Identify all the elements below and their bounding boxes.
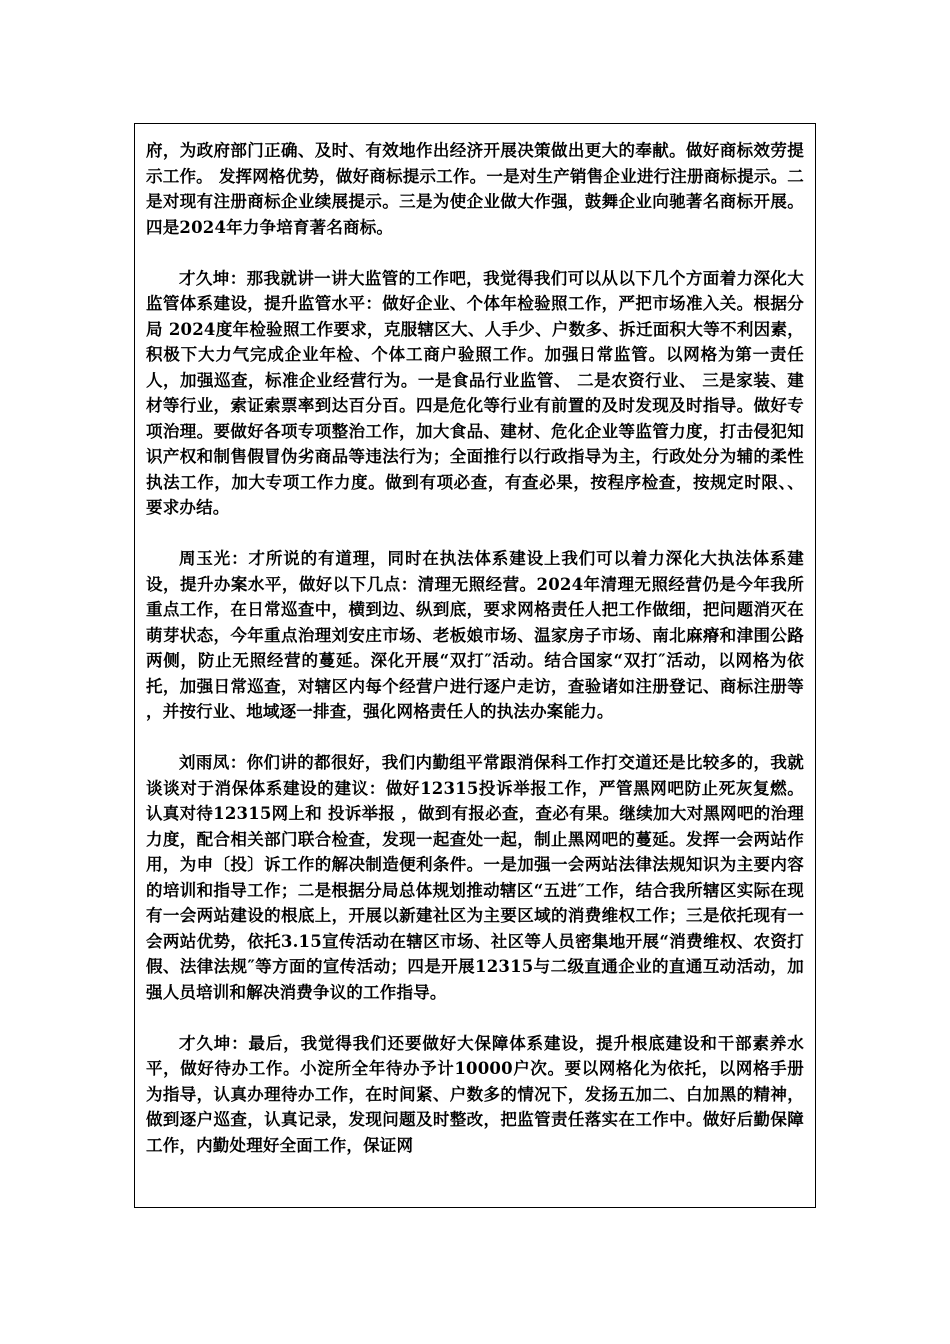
paragraph-1: 府，为政府部门正确、及时、有效地作出经济开展决策做出更大的奉献。做好商标效劳提示工作。 发挥网格优势，做好商标提示工作。一是对生产销售企业进行注册商标提示。二是对现有注册商标企业续展提示。三是为使企业做大作强，鼓舞企业向驰著名商标开展。四是2024年力争培育著名商标。 [146,141,804,237]
paragraph-5: 才久坤：最后，我觉得我们还要做好大保障体系建设，提升根底建设和干部素养水平，做好待办工作。小淀所全年待办予计10000户次。要以网格化为依托，以网格手册为指导，认真办理待办工作，在时间紧、户数多的情况下，发扬五加二、白加黑的精神，做到逐户巡查，认真记录，发现问题及时整改，把监管责任落实在工作中。做好后勤保障工作，内勤处理好全面工作，保证网 [146,1033,804,1155]
document-frame [134,123,816,1208]
paragraph-4: 刘雨凤：你们讲的都很好，我们内勤组平常跟消保科工作打交道还是比较多的，我就谈谈对于消保体系建设的建议：做好12315投诉举报工作，严管黑网吧防止死灰复燃。 认真对待12315网上和 投诉举报 ，做到有报必查，查必有果。继续加大对黑网吧的治理力度，配合相关部门联合检查，发现一起查处一起，制止黑网吧的蔓延。发挥一会两站作用，为申〔投〕诉工作的解决制造便利条件。一是加强一会两站法律法规知识为主要内容的培训和指导工作；二是根据分局总体规划推动辖区“五进″工作，结合我所辖区实际在现有一会两站建设的根底上，开展以新建社区为主要区域的消费维权工作；三是依托现有一会两站优势，依托3.15宣传活动在辖区市场、社区等人员密集地开展“消费维权、农资打假、法律法规″等方面的宣传活动；四是开展12315与二级直通企业的直通互动活动，加强人员培训和解决消费争议的工作指导。 [146,753,804,1002]
paragraph-3: 周玉光：才所说的有道理，同时在执法体系建设上我们可以着力深化大执法体系建设，提升办案水平，做好以下几点：清理无照经营。2024年清理无照经营仍是今年我所重点工作，在日常巡查中，横到边、纵到底，要求网格责任人把工作做细，把问题消灭在萌芽状态，今年重点治理刘安庄市场、老板娘市场、温家房子市场、南北麻瘠和津围公路两侧，防止无照经营的蔓延。深化开展“双打″活动。结合国家“双打″活动，以网格为依托，加强日常巡查，对辖区内每个经营户进行逐户走访，查验诸如注册登记、商标注册等 ，并按行业、地域逐一排查，强化网格责任人的执法办案能力。 [146,549,804,721]
paragraph-2: 才久坤：那我就讲一讲大监管的工作吧，我觉得我们可以从以下几个方面着力深化大监管体系建设，提升监管水平：做好企业、个体年检验照工作，严把市场准入关。根据分局 2024度年检验照工作要求，克服辖区大、人手少、户数多、拆迁面积大等不利因素，积极下大力气完成企业年检、个体工商户验照工作。加强日常监管。以网格为第一责任人，加强巡查，标准企业经营行为。一是食品行业监管、 二是农资行业、 三是家装、建材等行业，索证索票率到达百分百。四是危化等行业有前置的及时发现及时指导。做好专项治理。要做好各项专项整治工作，加大食品、建材、危化企业等监管力度，打击侵犯知识产权和制售假冒伪劣商品等违法行为；全面推行以行政指导为主，行政处分为辅的柔性执法工作，加大专项工作力度。做到有项必查，有查必果，按程序检查，按规定时限、、要求办结。 [146,268,804,517]
paragraph-gap [146,1005,804,1031]
paragraph-gap [146,521,804,547]
paragraph-gap [146,240,804,266]
paragraph-gap [146,725,804,751]
document-body [146,138,804,1158]
